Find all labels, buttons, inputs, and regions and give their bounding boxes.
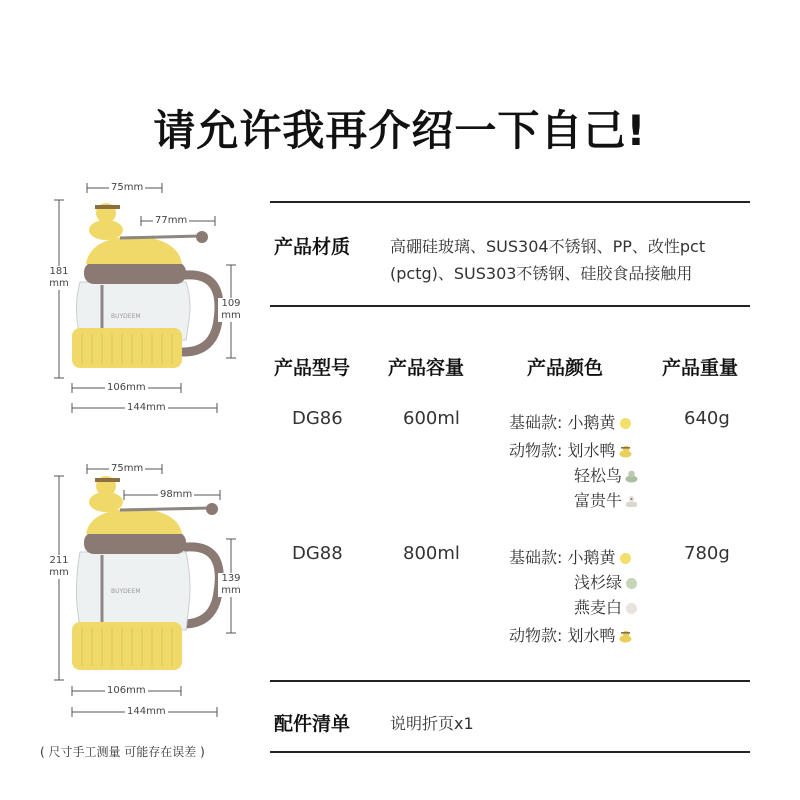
cow-icon: [625, 494, 638, 508]
yellow-dot-icon: [620, 418, 631, 429]
row1-capacity: 600ml: [403, 408, 460, 429]
color-name: 划水鸭: [567, 441, 616, 460]
svg-text:BUYDEEM: BUYDEEM: [111, 588, 141, 595]
color-name: 浅杉绿: [574, 573, 623, 592]
header-capacity: 产品容量: [388, 357, 465, 379]
row1-color-3: [574, 463, 638, 486]
k2-body-height: 139 mm: [218, 573, 244, 597]
color-prefix: 动物款:: [509, 626, 563, 645]
row1-weight: 640g: [684, 408, 730, 429]
green-dot-icon: [626, 578, 637, 589]
k2-handle: 98mm: [160, 489, 193, 500]
accessories-value: 说明折页x1: [390, 714, 474, 733]
k2-total: 144mm: [127, 706, 166, 717]
duck-icon: [619, 444, 632, 458]
divider-material: [270, 305, 750, 307]
color-prefix: 基础款:: [509, 548, 563, 567]
color-name: 燕麦白: [574, 598, 623, 617]
row1-color-2: [509, 438, 632, 461]
divider-bottom: [270, 751, 750, 753]
bird-icon: [625, 469, 638, 483]
header-color: 产品颜色: [527, 357, 604, 379]
kettle-dg86-diagram: [0, 0, 260, 420]
k1-total: 144mm: [127, 402, 166, 413]
material-label: 产品材质: [274, 236, 351, 258]
duck-icon: [619, 629, 632, 643]
k2-base: 106mm: [107, 685, 146, 696]
row2-color-2: [574, 570, 637, 593]
k2-height: 211 mm: [46, 555, 72, 579]
color-name: 富贵牛: [574, 491, 623, 510]
header-weight: 产品重量: [662, 357, 739, 379]
k2-top-width: 75mm: [111, 463, 144, 474]
header-model: 产品型号: [274, 357, 351, 379]
material-line-1: 高硼硅玻璃、SUS304不锈钢、PP、改性pct: [390, 237, 706, 256]
row2-color-3: [574, 595, 637, 618]
color-name: 小鹅黄: [567, 548, 616, 567]
yellow-dot-icon: [620, 553, 631, 564]
row2-color-1: [509, 545, 631, 568]
page-title: 请允许我再介绍一下自己!: [153, 106, 647, 155]
k1-top-width: 75mm: [111, 182, 144, 193]
color-name: 小鹅黄: [567, 413, 616, 432]
material-line-2: (pctg)、SUS303不锈钢、硅胶食品接触用: [390, 264, 693, 283]
row2-color-4: [509, 623, 632, 646]
divider-top: [270, 201, 750, 203]
row2-weight: 780g: [684, 543, 730, 564]
white-dot-icon: [626, 603, 637, 614]
color-name: 划水鸭: [567, 626, 616, 645]
color-name: 轻松鸟: [574, 466, 623, 485]
k1-base: 106mm: [107, 382, 146, 393]
k1-handle: 77mm: [155, 215, 188, 226]
svg-text:BUYDEEM: BUYDEEM: [111, 313, 141, 320]
row1-color-4: [574, 488, 638, 511]
color-prefix: 动物款:: [509, 441, 563, 460]
k1-height: 181 mm: [46, 266, 72, 290]
color-prefix: 基础款:: [509, 413, 563, 432]
row2-capacity: 800ml: [403, 543, 460, 564]
k1-body-height: 109 mm: [218, 298, 244, 322]
accessories-label: 配件清单: [274, 713, 351, 735]
row1-color-1: [509, 410, 631, 433]
measurement-note: ( 尺寸手工测量 可能存在误差 ): [40, 745, 205, 759]
row1-model: DG86: [292, 408, 343, 429]
row2-model: DG88: [292, 543, 343, 564]
divider-table: [270, 680, 750, 682]
